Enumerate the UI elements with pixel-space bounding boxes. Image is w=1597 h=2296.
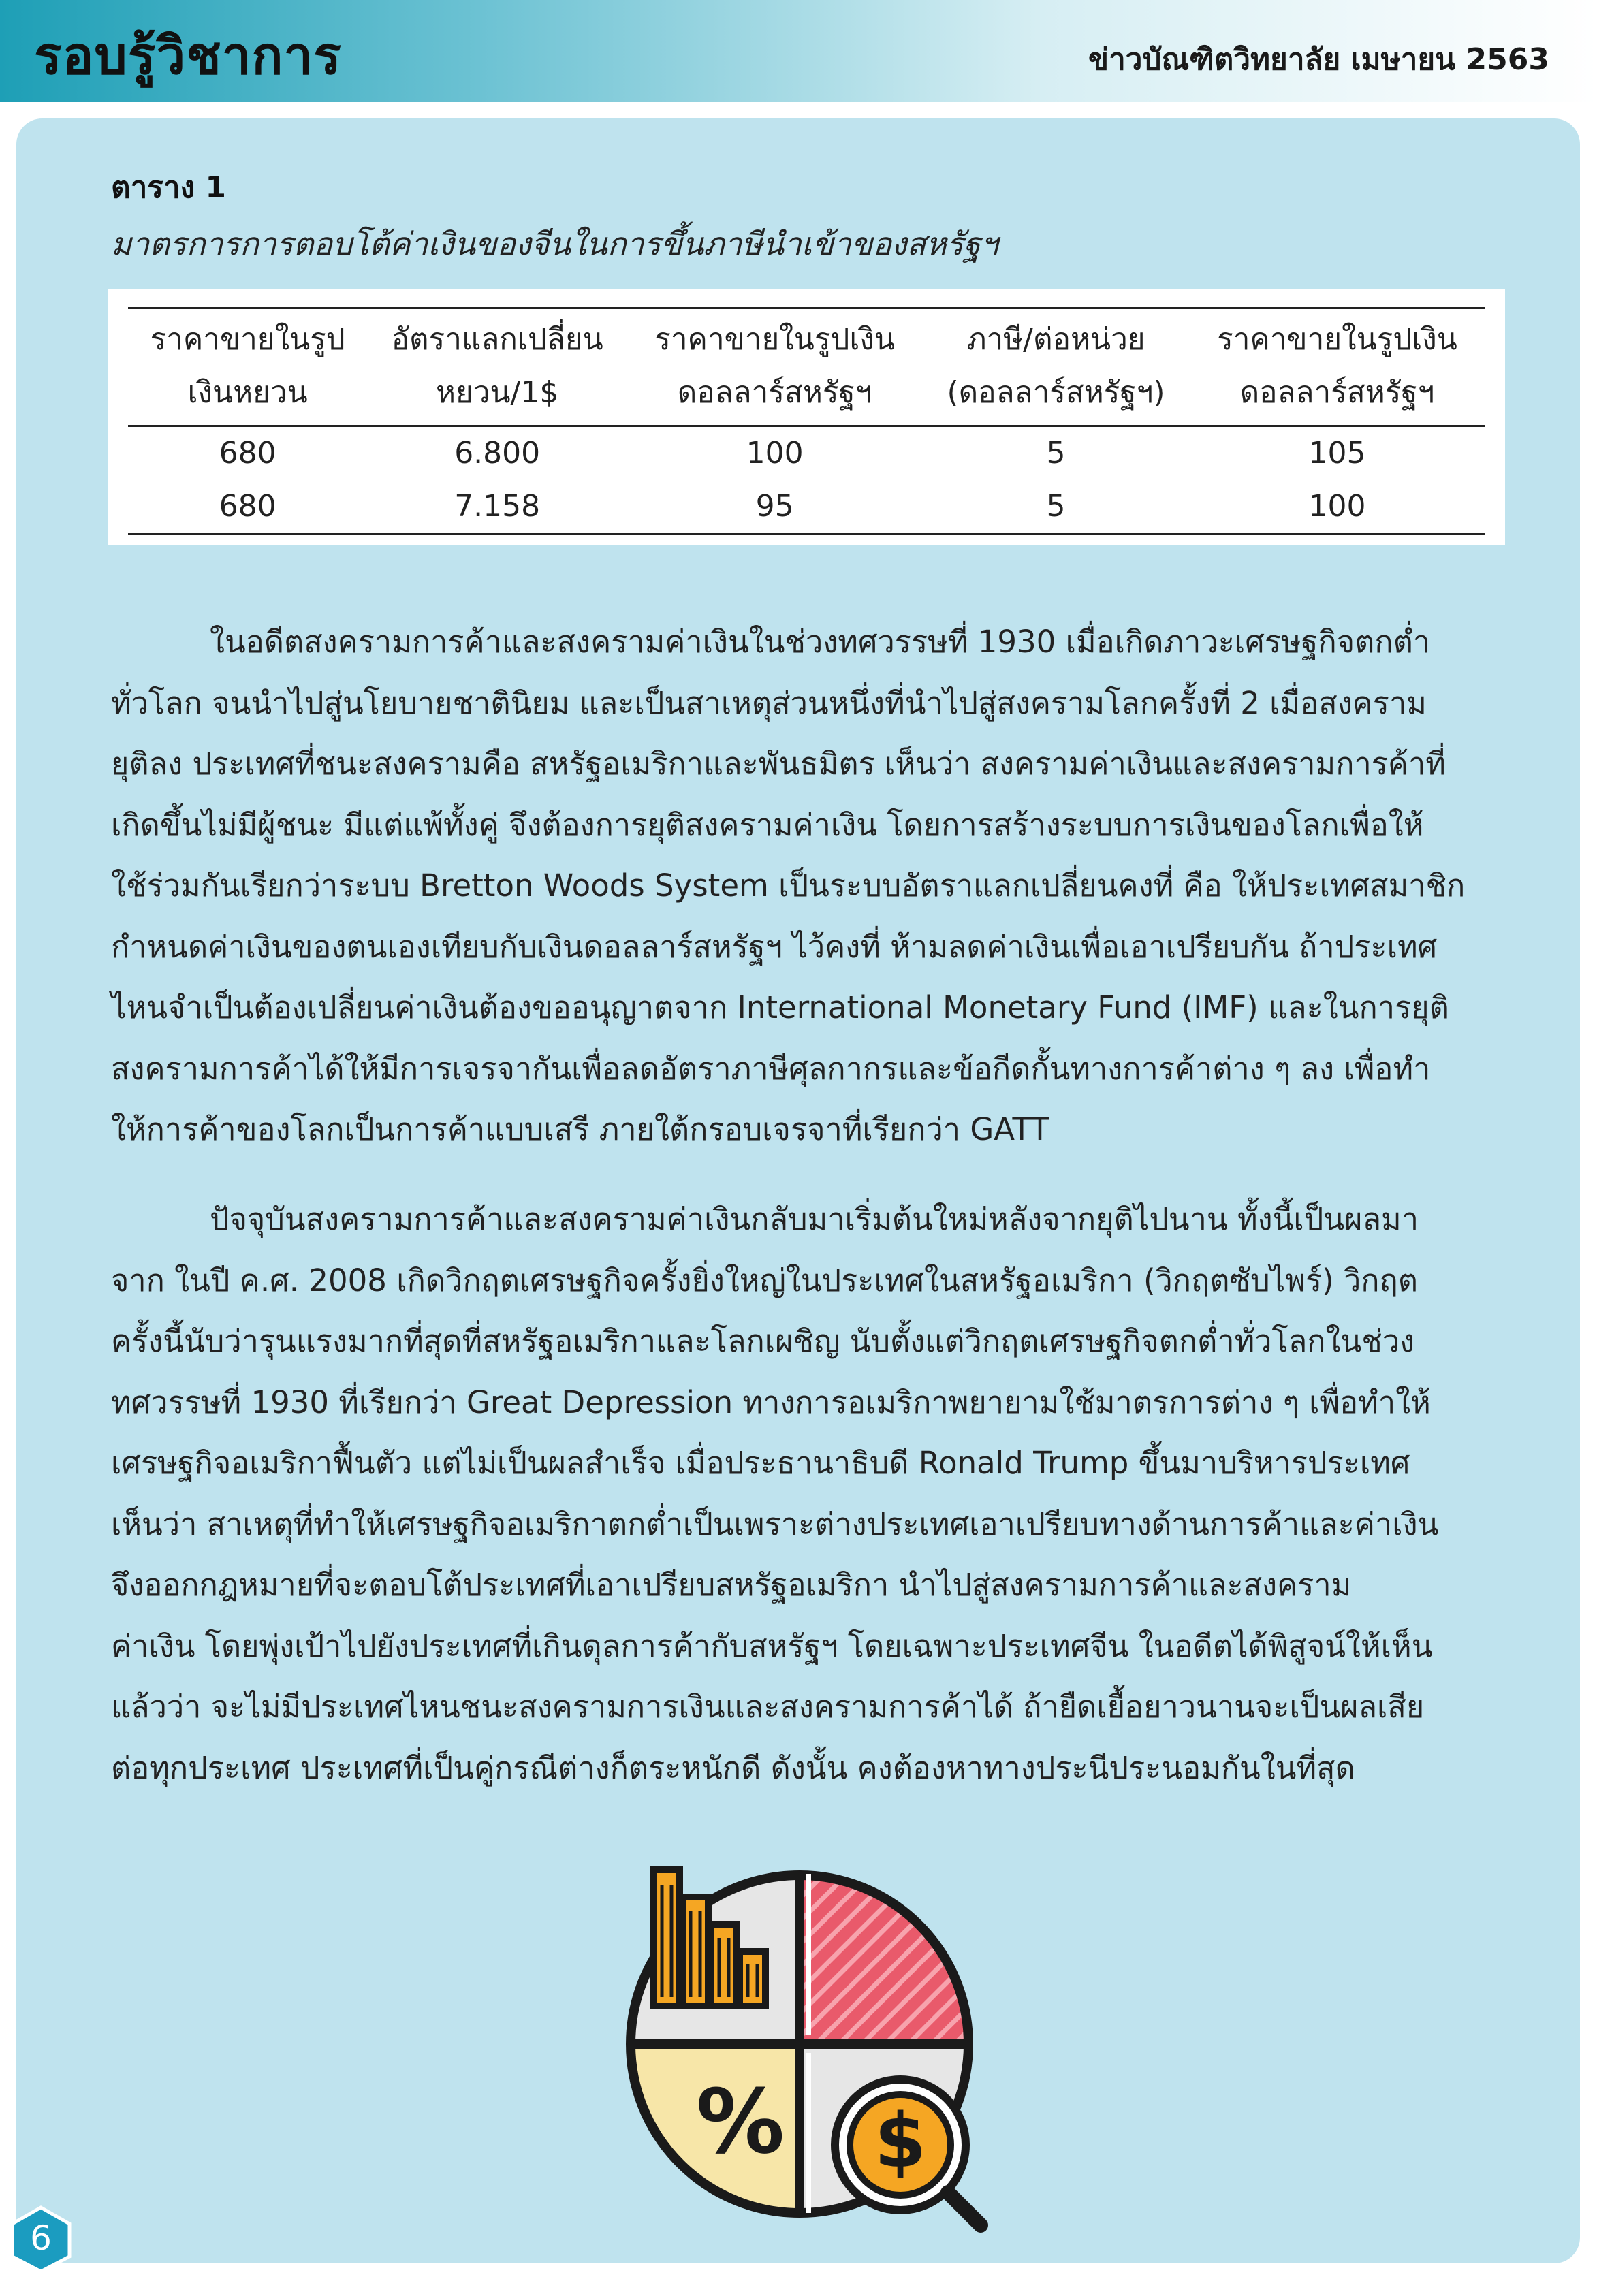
dollar-symbol: $ xyxy=(874,2097,927,2184)
body-paragraph-1 xyxy=(111,611,1500,1160)
table-cell: 95 xyxy=(627,480,922,535)
text-line: ในอดีตสงครามการค้าและสงครามค่าเงินในช่วงทศวรรษที่ 1930 เมื่อเกิดภาวะเศรษฐกิจตกต่ำ xyxy=(210,624,1431,660)
text-line: เห็นว่า สาเหตุที่ทำให้เศรษฐกิจอเมริกาตกต่ำเป็นเพราะต่างประเทศเอาเปรียบทางด้านการค้าและค่าเงิน xyxy=(111,1505,1439,1542)
table-cell: 5 xyxy=(922,480,1190,535)
text-line: ใช้ร่วมกันเรียกว่าระบบ Bretton Woods System เป็นระบบอัตราแลกเปลี่ยนคงที่ คือ ให้ประเทศสมาชิก xyxy=(111,867,1466,904)
table-cell: 7.158 xyxy=(367,480,627,535)
header-line: หยวน/1$ xyxy=(435,375,559,410)
text-line: จาก ในปี ค.ศ. 2008 เกิดวิกฤตเศรษฐกิจครั้งยิ่งใหญ่ในประเทศในสหรัฐอเมริกา (วิกฤตซับไพร์) วิกฤต xyxy=(111,1262,1418,1298)
table-header-cell xyxy=(128,308,367,426)
table-cell: 680 xyxy=(219,436,276,471)
header-line: ราคาขายในรูป xyxy=(150,322,345,357)
table-cell: 100 xyxy=(746,436,804,471)
text-line: แล้วว่า จะไม่มีประเทศไหนชนะสงครามการเงินและสงครามการค้าได้ ถ้ายืดเยื้อยาวนานจะเป็นผลเสีย xyxy=(111,1689,1425,1725)
percent-symbol: % xyxy=(696,2070,785,2173)
table-header-cell xyxy=(1190,308,1485,426)
header-line: ราคาขายในรูปเงิน xyxy=(654,322,895,357)
bar-chart-icon xyxy=(648,1864,791,2014)
header-line: ดอลลาร์สหรัฐฯ xyxy=(677,375,872,410)
table-header-row xyxy=(128,308,1485,426)
text-line: ครั้งนี้นับว่ารุนแรงมากที่สุดที่สหรัฐอเมริกาและโลกเผชิญ นับตั้งแต่วิกฤตเศรษฐกิจตกต่ำทั่วโลกในช่วง xyxy=(111,1323,1415,1359)
header-line: ดอลลาร์สหรัฐฯ xyxy=(1239,375,1435,410)
table-container xyxy=(108,289,1505,545)
text-line: ให้การค้าของโลกเป็นการค้าแบบเสรี ภายใต้กรอบเจรจาที่เรียกว่า GATT xyxy=(111,1111,1049,1147)
issue-label: ข่าวบัณฑิตวิทยาลัย เมษายน 2563 xyxy=(1088,42,1549,77)
text-line: กำหนดค่าเงินของตนเองเทียบกับเงินดอลลาร์สหรัฐฯ ไว้คงที่ ห้ามลดค่าเงินเพื่อเอาเปรียบกัน ถ้าประเทศ xyxy=(111,928,1438,965)
page-header xyxy=(0,0,1597,102)
table-title: ตาราง 1 xyxy=(111,170,227,205)
table-row xyxy=(128,426,1485,481)
text-line: เกิดขึ้นไม่มีผู้ชนะ มีแต่แพ้ทั้งคู่ จึงต้องการยุติสงครามค่าเงิน โดยการสร้างระบบการเงินของโลกเพื่อให้ xyxy=(111,806,1424,843)
text-line: ยุติลง ประเทศที่ชนะสงครามคือ สหรัฐอเมริกาและพันธมิตร เห็นว่า สงครามค่าเงินและสงครามการค้าที่ xyxy=(111,746,1446,782)
table-cell: 100 xyxy=(1190,480,1485,535)
text-line: ปัจจุบันสงครามการค้าและสงครามค่าเงินกลับมาเริ่มต้นใหม่หลังจากยุติไปนาน ทั้งนี้เป็นผลมา xyxy=(210,1201,1419,1237)
text-line: ค่าเงิน โดยพุ่งเป้าไปยังประเทศที่เกินดุลการค้ากับสหรัฐฯ โดยเฉพาะประเทศจีน ในอดีตได้พิสูจน์ให้เห็น xyxy=(111,1627,1433,1664)
table-row xyxy=(128,480,1485,535)
table-cell: 5 xyxy=(1046,436,1066,471)
text-line: ไหนจำเป็นต้องเปลี่ยนค่าเงินต้องขออนุญาตจาก International Monetary Fund (IMF) และในการยุติ xyxy=(111,989,1449,1025)
text-line: ทศวรรษที่ 1930 ที่เรียกว่า Great Depression ทางการอเมริกาพยายามใช้มาตรการต่าง ๆ เพื่อทำให้ xyxy=(111,1384,1431,1420)
header-line: เงินหยวน xyxy=(187,375,308,410)
text-line: ทั่วโลก จนนำไปสู่นโยบายชาตินิยม และเป็นสาเหตุส่วนหนึ่งที่นำไปสู่สงครามโลกครั้งที่ 2 เมื่อสงคราม xyxy=(111,684,1427,721)
text-line: เศรษฐกิจอเมริกาฟื้นตัว แต่ไม่เป็นผลสำเร็จ เมื่อประธานาธิบดี Ronald Trump ขึ้นมาบริหารประเทศ xyxy=(111,1445,1410,1481)
table-header-cell xyxy=(367,308,627,426)
table-cell: 105 xyxy=(1308,436,1366,471)
text-line: จึงออกกฎหมายที่จะตอบโต้ประเทศที่เอาเปรียบสหรัฐอเมริกา นำไปสู่สงครามการค้าและสงคราม xyxy=(111,1567,1352,1603)
text-line: ต่อทุกประเทศ ประเทศที่เป็นคู่กรณีต่างก็ตระหนักดี ดังนั้น คงต้องหาทางประนีประนอมกันในที่สุด xyxy=(111,1749,1355,1786)
data-table xyxy=(128,307,1485,535)
table-header-cell xyxy=(627,308,922,426)
header-line: ภาษี/ต่อหน่วย xyxy=(966,322,1145,357)
header-line: ราคาขายในรูปเงิน xyxy=(1217,322,1457,357)
table-cell: 680 xyxy=(128,480,367,535)
table-header-cell xyxy=(922,308,1190,426)
page-number: 6 xyxy=(30,2218,52,2258)
finance-pie-chart-icon xyxy=(621,1866,989,2233)
text-line: สงครามการค้าได้ให้มีการเจรจากันเพื่อลดอัตราภาษีศุลกากรและข้อกีดกั้นทางการค้าต่าง ๆ ลง เพื่อทำ xyxy=(111,1050,1431,1087)
table-caption: มาตรการการตอบโต้ค่าเงินของจีนในการขึ้นภาษีนำเข้าของสหรัฐฯ xyxy=(111,225,998,262)
table-cell: 6.800 xyxy=(454,436,541,471)
header-line: (ดอลลาร์สหรัฐฯ) xyxy=(947,375,1165,410)
header-line: อัตราแลกเปลี่ยน xyxy=(391,322,603,357)
body-paragraph-2 xyxy=(111,1189,1500,1798)
column-title: รอบรู้วิชาการ xyxy=(34,25,342,86)
page-number-badge xyxy=(7,2205,75,2273)
